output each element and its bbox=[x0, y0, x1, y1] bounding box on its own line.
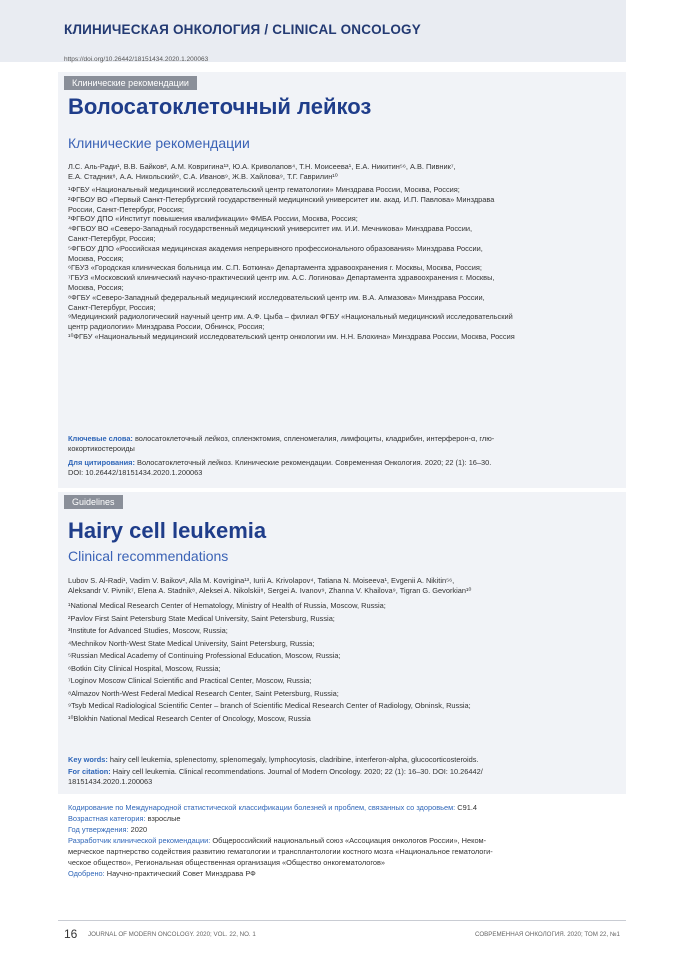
affiliation-line: ⁹Медицинский радиологический научный центр им. А.Ф. Цыба – филиал ФГБУ «Национальный медицинский исследовательский bbox=[68, 312, 513, 322]
affiliation-line: ⁴Mechnikov North-West State Medical University, Saint Petersburg, Russia; bbox=[68, 638, 315, 648]
guideline-metadata bbox=[68, 802, 620, 879]
section-tag-ru: Клинические рекомендации bbox=[64, 76, 197, 90]
affiliation-line: Санкт-Петербург, Россия; bbox=[68, 302, 156, 312]
meta-label: Одобрено: bbox=[68, 869, 105, 878]
meta-label: Год утверждения: bbox=[68, 825, 129, 834]
citation-label-en: For citation: bbox=[68, 767, 111, 776]
article-title-en: Hairy cell leukemia bbox=[68, 518, 267, 543]
author-line: Aleksandr V. Pivnik⁷, Elena A. Stadnik⁸, Aleksei A. Nikolskii⁸, Sergei A. Ivanov⁹, Zhanna V. Khailova⁹, Tigran G. Gevorkian¹⁰ bbox=[68, 585, 472, 595]
affiliation-line: ¹⁰Blokhin National Medical Research Center of Oncology, Moscow, Russia bbox=[68, 713, 311, 723]
keywords-label-ru: Ключевые слова: bbox=[68, 434, 133, 443]
affiliation-line: ²Pavlov First Saint Petersburg State Medical University, Saint Petersburg, Russia; bbox=[68, 613, 335, 623]
keywords-text-ru-cont: кокортикостероиды bbox=[68, 443, 135, 453]
affiliation-line: ⁵ФГБОУ ДПО «Российская медицинская академия непрерывного профессионального образования» Минздрава России, bbox=[68, 243, 483, 253]
section-tag-en: Guidelines bbox=[64, 495, 123, 509]
affiliation-line: ⁷ГБУЗ «Московский клинический научно-практический центр им. А.С. Логинова» Департамента здравоохранения г. Москвы, bbox=[68, 273, 495, 283]
affiliation-line: ⁷Loginov Moscow Clinical Scientific and Practical Center, Moscow, Russia; bbox=[68, 676, 312, 685]
affiliation-line: ³ФГБОУ ДПО «Институт повышения квалификации» ФМБА России, Москва, Россия; bbox=[68, 214, 358, 224]
affiliation-line: Санкт-Петербург, Россия; bbox=[68, 233, 156, 243]
keywords-text-ru: волосатоклеточный лейкоз, спленэктомия, спленомегалия, лимфоциты, кладрибин, интерферон-α, глю- bbox=[134, 434, 495, 443]
citation-ru bbox=[68, 458, 620, 478]
meta-value: 2020 bbox=[130, 825, 148, 834]
affiliation-line: ⁹Tsyb Medical Radiological Scientific Center – branch of Scientific Medical Research Center of Radiology, Obninsk, Russia; bbox=[68, 701, 471, 710]
citation-doi-ru[interactable]: DOI: 10.26442/18151434.2020.1.200063 bbox=[68, 467, 203, 477]
authors-ru bbox=[68, 162, 620, 182]
meta-label: Разработчик клинической рекомендации: bbox=[68, 836, 211, 845]
keywords-ru bbox=[68, 434, 620, 454]
meta-value: Общероссийский национальный союз «Ассоциация онкологов России», Неком- bbox=[212, 836, 487, 845]
keywords-en bbox=[68, 755, 620, 765]
meta-value: C91.4 bbox=[457, 803, 478, 812]
citation-text-ru: Волосатоклеточный лейкоз. Клинические рекомендации. Современная Онкология. 2020; 22 (1): 16–30. bbox=[137, 458, 492, 467]
citation-text-en: Hairy cell leukemia. Clinical recommendations. Journal of Modern Oncology. 2020; 22 (1): 16–30. DOI: 10.26442/ bbox=[112, 767, 483, 776]
affiliations-ru bbox=[68, 185, 620, 342]
meta-value: ческое общество», Региональная общественная организация «Общество онкогематологов» bbox=[68, 858, 386, 867]
author-line: Е.А. Стадник⁸, А.А. Никольский⁸, С.А. Иванов⁹, Ж.В. Хайлова⁹, Т.Г. Гаврилин¹⁰ bbox=[68, 171, 338, 181]
affiliation-line: ⁸Almazov North-West Federal Medical Research Center, Saint Petersburg, Russia; bbox=[68, 688, 339, 698]
affiliation-line: ⁴ФГБОУ ВО «Северо-Западный государственный медицинский университет им. И.И. Мечникова» Минздрава России, bbox=[68, 224, 473, 234]
affiliation-line: ⁶Botkin City Clinical Hospital, Moscow, Russia; bbox=[68, 663, 221, 673]
footer-journal-ru: СОВРЕМЕННАЯ ОНКОЛОГИЯ. 2020; ТОМ 22, №1 bbox=[475, 931, 620, 938]
article-title-ru: Волосатоклеточный лейкоз bbox=[68, 94, 372, 119]
keywords-text-en: hairy cell leukemia, splenectomy, splenomegaly, lymphocytosis, cladribine, interferon-alpha, glucocorticosteroids. bbox=[109, 755, 479, 764]
meta-value: взрослые bbox=[147, 814, 181, 823]
keywords-label-en: Key words: bbox=[68, 755, 108, 764]
affiliation-line: ¹National Medical Research Center of Hematology, Ministry of Health of Russia, Moscow, Russia; bbox=[68, 601, 386, 610]
page-number: 16 bbox=[64, 927, 78, 941]
affiliation-line: Москва, Россия; bbox=[68, 282, 124, 292]
affiliation-line: ¹⁰ФГБУ «Национальный медицинский исследовательский центр онкологии им. Н.Н. Блохина» Минздрава России, Москва, Россия bbox=[68, 331, 515, 341]
affiliation-line: ⁵Russian Medical Academy of Continuing Professional Education, Moscow, Russia; bbox=[68, 651, 341, 660]
authors-en bbox=[68, 576, 620, 596]
meta-value: Научно-практический Совет Минздрава РФ bbox=[106, 869, 256, 878]
author-line: Lubov S. Al-Radi¹, Vadim V. Baikov², Alla M. Kovrigina¹³, Iurii A. Krivolapov⁴, Tatiana N. Moiseeva¹, Evgenii A. Nikitin⁵⁶, bbox=[68, 576, 455, 585]
affiliation-line: центр радиологии» Минздрава России, Обнинск, Россия; bbox=[68, 322, 265, 332]
footer-journal-en: JOURNAL OF MODERN ONCOLOGY. 2020; VOL. 22, NO. 1 bbox=[88, 931, 256, 938]
affiliations-en bbox=[68, 600, 620, 725]
citation-en bbox=[68, 767, 620, 787]
affiliation-line: России, Санкт-Петербург, Россия; bbox=[68, 204, 184, 214]
article-subtitle-en: Clinical recommendations bbox=[68, 548, 229, 564]
affiliation-line: ⁶ГБУЗ «Городская клиническая больница им. С.П. Боткина» Департамента здравоохранения г. Москвы, Москва, Россия; bbox=[68, 263, 482, 273]
affiliation-line: ¹ФГБУ «Национальный медицинский исследовательский центр гематологии» Минздрава России, Москва, Россия; bbox=[68, 185, 460, 194]
affiliation-line: Москва, Россия; bbox=[68, 253, 124, 263]
article-subtitle-ru: Клинические рекомендации bbox=[68, 135, 250, 151]
citation-label-ru: Для цитирования: bbox=[68, 458, 135, 467]
affiliation-line: ²ФГБОУ ВО «Первый Санкт-Петербургский государственный медицинский университет им. акад. И.П. Павлова» Минздрава bbox=[68, 194, 495, 204]
author-line: Л.С. Аль-Ради¹, В.В. Байков², А.М. Ковригина¹³, Ю.А. Криволапов⁴, Т.Н. Моисеева¹, Е.А. Никитин⁵⁶, А.В. Пивник⁷, bbox=[68, 162, 456, 171]
meta-label: Возрастная категория: bbox=[68, 814, 146, 823]
affiliation-line: ⁸ФГБУ «Северо-Западный федеральный медицинский исследовательский центр им. В.А. Алмазова» Минздрава России, bbox=[68, 292, 485, 302]
citation-doi-en[interactable]: 18151434.2020.1.200063 bbox=[68, 776, 153, 786]
meta-value: мерческое партнерство содействия развитию гематологии и трансплантологии костного мозга «Национальное гематологи- bbox=[68, 847, 493, 856]
journal-title: КЛИНИЧЕСКАЯ ОНКОЛОГИЯ / CLINICAL ONCOLOGY bbox=[64, 22, 421, 37]
doi-link[interactable]: https://doi.org/10.26442/18151434.2020.1.200063 bbox=[64, 56, 209, 63]
footer-divider bbox=[58, 920, 626, 921]
affiliation-line: ³Institute for Advanced Studies, Moscow, Russia; bbox=[68, 626, 228, 635]
meta-label: Кодирование по Международной статистической классификации болезней и проблем, связанных со здоровьем: bbox=[68, 803, 456, 812]
